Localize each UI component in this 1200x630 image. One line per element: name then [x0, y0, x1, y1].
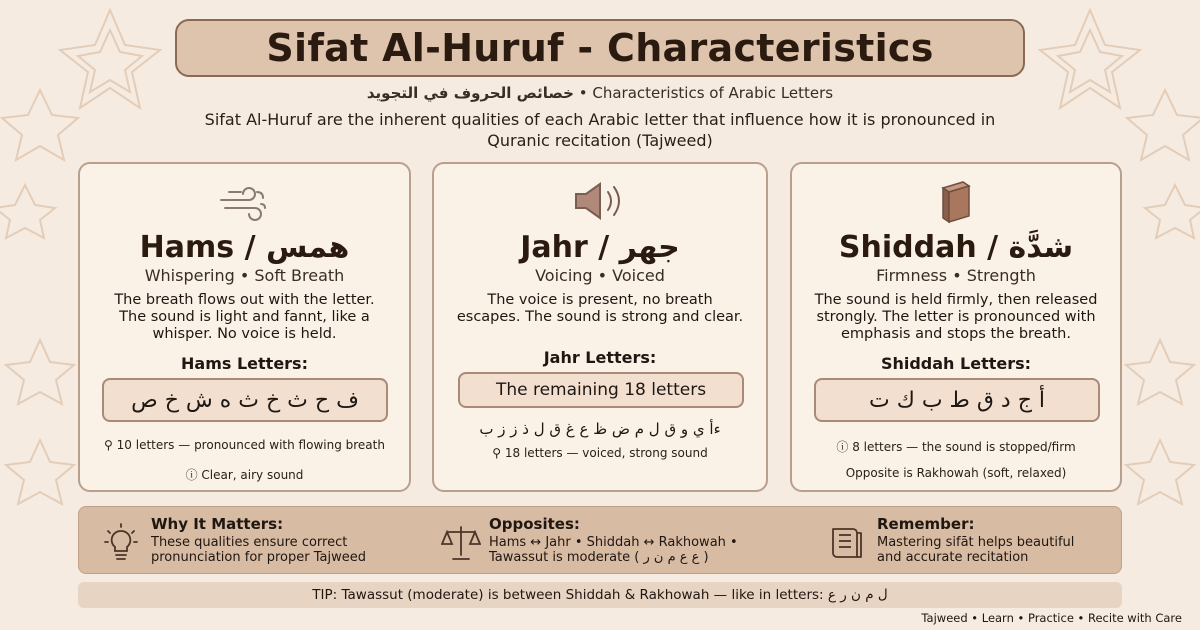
card-note [792, 438, 1120, 455]
book-icon [829, 523, 865, 561]
info-icon: ⓘ [836, 440, 849, 454]
banner-line: pronunciation for proper Tajweed [151, 550, 366, 565]
breath-icon: ⚲ [104, 438, 113, 452]
block-icon [933, 178, 979, 224]
subtitle [0, 84, 1200, 102]
card-shiddah [790, 162, 1122, 492]
letters-heading: Jahr Letters: [543, 348, 657, 367]
card-tagline: Firmness • Strength [876, 266, 1036, 285]
footer-text: Tajweed • Learn • Practice • Recite with Care [921, 611, 1182, 625]
letters-heading: Shiddah Letters: [880, 354, 1032, 373]
letters-heading: Hams Letters: [181, 354, 308, 373]
subtitle-separator: • [578, 84, 588, 102]
card-hams [78, 162, 411, 492]
card-tagline: Whispering • Soft Breath [144, 266, 345, 285]
note-text: 8 letters — the sound is stopped/firm [852, 440, 1076, 454]
wind-icon [215, 178, 275, 224]
scales-icon [441, 523, 481, 561]
card-description: The sound is held firmly, then released strongly. The letter is pronounced with emphasis and stops the breath. [814, 292, 1098, 342]
card-jahr [432, 162, 768, 492]
info-icon: ⓘ [185, 468, 198, 482]
note-text: Opposite is Rakhowah (soft, relaxed) [845, 466, 1067, 480]
letters-box: ف ح ث خ ث ه ش خ ص [102, 378, 388, 422]
subtitle-arabic: خصائص الحروف في التجويد [366, 84, 574, 102]
card-note [80, 438, 409, 452]
lightbulb-icon [103, 523, 139, 561]
info-banner [78, 506, 1122, 574]
banner-line: These qualities ensure correct [151, 535, 348, 550]
banner-title: Remember: [877, 515, 975, 533]
subtitle-english: Characteristics of Arabic Letters [592, 84, 834, 102]
banner-line: Tawassut is moderate ( ع ع م ن ر ) [489, 550, 709, 565]
card-description: The voice is present, no breath escapes. The sound is strong and clear. [456, 292, 744, 325]
banner-line: and accurate recitation [877, 550, 1029, 565]
banner-title: Why It Matters: [151, 515, 284, 533]
banner-text [877, 535, 1074, 565]
banner-text [151, 535, 366, 565]
card-note-secondary [792, 466, 1120, 480]
page-title: Sifat Al-Huruf - Characteristics [266, 26, 934, 70]
letters-box: The remaining 18 letters [458, 372, 744, 408]
card-note-secondary [80, 466, 409, 483]
card-heading: Hams / همس [139, 230, 350, 265]
card-description: The breath flows out with the letter. The sound is light and fannt, like a whisper. No voice is held. [114, 292, 375, 342]
note-text: 10 letters — pronounced with flowing breath [116, 438, 385, 452]
card-heading: Jahr / جهر [520, 230, 680, 265]
title-banner [175, 19, 1025, 77]
note-text: 18 letters — voiced, strong sound [504, 446, 708, 460]
star-ornament-bottom-right [1120, 330, 1200, 530]
banner-text [489, 535, 738, 565]
card-heading: Shiddah / شدَّة [838, 230, 1074, 265]
speaker-icon [568, 178, 632, 224]
banner-title: Opposites: [489, 515, 580, 533]
intro-text: Sifat Al-Huruf are the inherent qualities of each Arabic letter that influence how it is pronounced in Quranic recitation (Tajweed) [204, 110, 996, 150]
card-tagline: Voicing • Voiced [535, 266, 665, 285]
letters-box: أ ج د ق ط ب ك ت [814, 378, 1100, 422]
note-text: Clear, airy sound [201, 468, 304, 482]
tip-bar: TIP: Tawassut (moderate) is between Shiddah & Rakhowah — like in letters: ل م ن ر ع [78, 582, 1122, 608]
banner-line: Hams ↔ Jahr • Shiddah ↔ Rakhowah • [489, 535, 738, 550]
banner-line: Mastering sifāt helps beautiful [877, 535, 1075, 550]
star-ornament-bottom-left [0, 330, 80, 530]
voice-icon: ⚲ [492, 446, 502, 460]
card-note [434, 446, 766, 460]
arabic-letter-list: ءأ ي و ق ل م ض ظ ع غ ق ل ذ ز ز ب [479, 420, 721, 438]
